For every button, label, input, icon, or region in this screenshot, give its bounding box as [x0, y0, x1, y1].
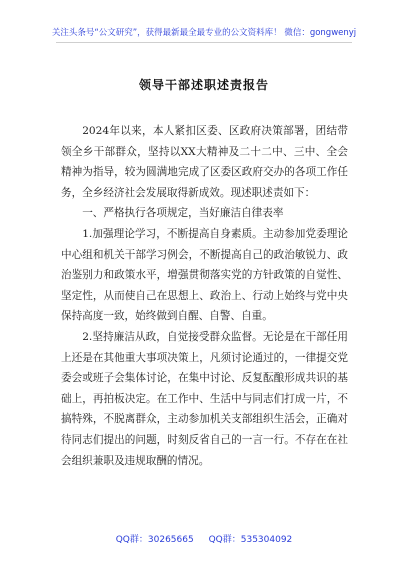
section-heading: 一、严格执行各项规定，当好廉洁自律表率: [82, 207, 284, 220]
qq-group-2: QQ群：535304092: [208, 535, 293, 545]
paragraph-study: 1.加强理论学习，不断提高自身素质。主动参加党委理论中心组和机关干部学习例会，不断提高自己的政治敏锐力、政治鉴别力和政策水平，增强贯彻落实党的方针政策的自觉性、坚定性，从而使自己在思想上、政治上、行动上始终与党中央保持高度一致，始终做到自醒、自警、自重。: [61, 227, 348, 323]
paragraph-integrity: 2.坚持廉洁从政，自觉接受群众监督。无论是在干部任用上还是在其他重大事项决策上，凡须讨论通过的，一律提交党委会或班子会集体讨论，在集中讨论、反复酝酿形成共识的基础上，再拍板决定。在工作中、生活中与同志们打成一片，不搞特殊，不脱离群众，主动参加机关支部组织生活会，正确对待同志们提出的问题，时刻反省自己的一言一行。不存在在社会组织兼职及违规取酬的情况。: [61, 330, 348, 467]
document-title: 领导干部述职述责报告: [138, 78, 269, 92]
paragraph-intro: 2024年以来，本人紧扣区委、区政府决策部署，团结带领全乡干部群众，坚持以XX大精神及二十二中、三中、全会精神为指导，较为圆满地完成了区委区政府交办的各项工作任务，全乡经济社会发展取得新成效。现述职述责如下：: [61, 125, 348, 199]
footer-contact: [0, 532, 408, 545]
qq-group-1: QQ群：30265665: [115, 535, 194, 545]
document-body: [61, 121, 348, 471]
header-note: 关注头条号“公文研究”，获得最新最全最专业的公文资料库！ 微信：gongwenyj: [51, 28, 357, 38]
header-divider: [56, 42, 352, 43]
